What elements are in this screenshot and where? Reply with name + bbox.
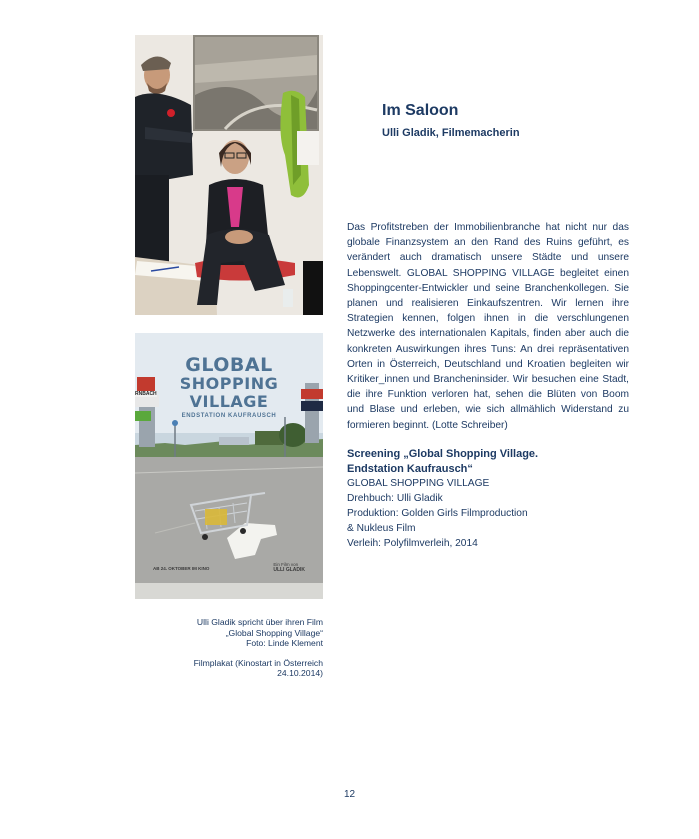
poster-release-date: AB 24. OKTOBER IM KINO bbox=[153, 566, 210, 571]
screening-info bbox=[347, 447, 629, 551]
page-number: 12 bbox=[343, 789, 356, 800]
film-poster bbox=[135, 333, 323, 599]
screening-line: Drehbuch: Ulli Gladik bbox=[347, 493, 443, 504]
poster-subtitle: ENDSTATION KAUFRAUSCH bbox=[181, 413, 277, 419]
page-title: Im Saloon bbox=[382, 102, 459, 119]
page-subtitle: Ulli Gladik, Filmemacherin bbox=[382, 127, 520, 139]
event-photo bbox=[135, 35, 323, 315]
poster-credit-label: Ein Film von bbox=[273, 562, 299, 567]
photo-caption-line-2: „Global Shopping Village“ bbox=[225, 627, 323, 638]
screening-line: Produktion: Golden Girls Filmproduction bbox=[347, 508, 528, 519]
screening-line: & Nukleus Film bbox=[347, 523, 416, 534]
photo-caption-line-1: Ulli Gladik spricht über ihren Film bbox=[196, 617, 323, 627]
poster-caption-line-1: Filmplakat (Kinostart in Österreich bbox=[193, 657, 323, 668]
poster-title-line-2: SHOPPING bbox=[179, 374, 279, 393]
poster-caption-line-2: 24.10.2014) bbox=[277, 668, 323, 678]
poster-credit bbox=[273, 562, 305, 573]
screening-title-line-2: Endstation Kaufrausch“ bbox=[347, 462, 473, 475]
photo-caption bbox=[170, 617, 323, 649]
photo-caption-line-3: Foto: Linde Klement bbox=[246, 638, 323, 648]
event-photo-illustration bbox=[135, 35, 323, 315]
article-body: Das Profitstreben der Immobilienbranche hat nicht nur das globale Finanzsystem an den Rand des Ruins geführt, es verändert auch dramatisch unsere Städte und unsere Lebenswelt. GLOBAL SHOPPING VILLAGE begleitet einen Shoppingcenter-Entwickler und seine Branchenkollegen. Sie planen und realisieren Einkaufszentren. Wir lernen ihre Strategien kennen, folgen ihnen in die verschlungenen Netzwerke des internationalen Kapitals, finden aber auch die konkreten Auswirkungen ihres Tuns: An drei repräsentativen Orten in Österreich, Deutschland und Kroatien begleiten wir Kritiker_innen und Brancheninsider. Wir besuchen eine Stadt, die ihre Funktion verloren hat, sehen die Blüten von Boom und Blase und erleben, wie sich allmählich Widerstand zu formieren beginnt. (Lotte Schreiber) bbox=[347, 222, 629, 431]
poster-sign-text: RNBACH bbox=[135, 391, 157, 397]
screening-line: GLOBAL SHOPPING VILLAGE bbox=[347, 478, 490, 489]
screening-title-line-1: Screening „Global Shopping Village. bbox=[347, 448, 539, 460]
poster-credit-name: ULLI GLADIK bbox=[273, 567, 305, 573]
screening-line: Verleih: Polyfilmverleih, 2014 bbox=[347, 538, 478, 549]
poster-title-line-1: GLOBAL bbox=[185, 354, 273, 376]
poster-caption bbox=[170, 658, 323, 679]
poster-title-line-3: VILLAGE bbox=[189, 392, 269, 411]
image-captions bbox=[170, 617, 323, 688]
